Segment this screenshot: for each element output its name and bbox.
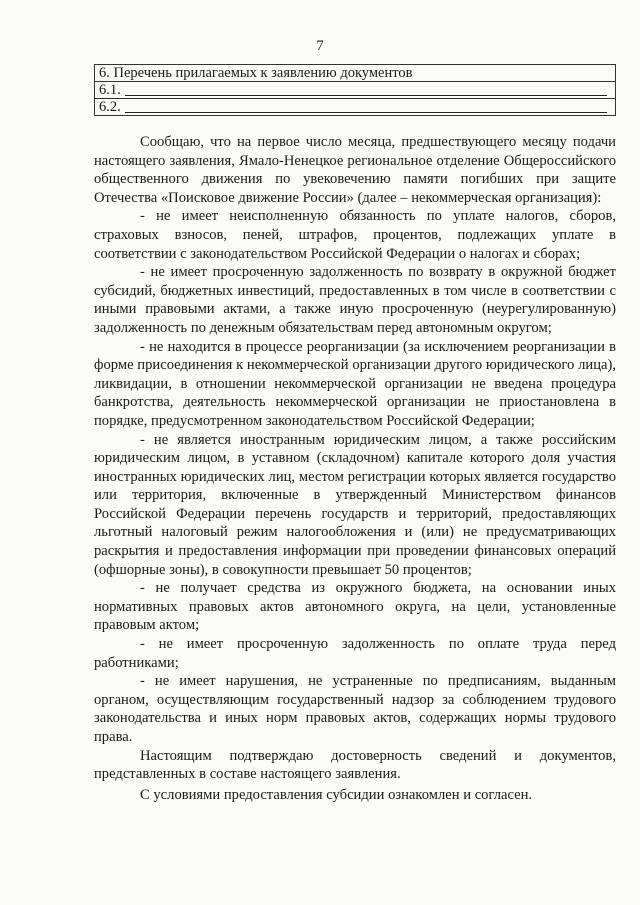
condition-paragraph: - не имеет просроченную задолженность по оплате труда перед работниками; [94,636,616,671]
condition-paragraph: - не имеет нарушения, не устраненные по предписаниям, выданным органом, осуществляющим государственный надзор за соблюдением трудового законодательства и иных норм правовых актов, содержащих нормы трудового права. [94,673,616,745]
item-number: 6.1. [99,82,121,98]
document-body [94,133,616,804]
table-row [95,99,615,115]
table-row [95,82,615,99]
condition-paragraph: - не имеет неисполненную обязанность по уплате налогов, сборов, страховых взносов, пеней, штрафов, процентов, подлежащих уплате в соответствии с законодательством Российской Федерации о налогах и сборах; [94,208,616,262]
condition-paragraph: - не находится в процессе реорганизации (за исключением реорганизации в форме присоединения к некоммерческой организации другого юридического лица), ликвидации, в отношении некоммерческой организации не введена процедура банкротства, деятельность некоммерческой организации не приостановлена в порядке, предусмотренном законодательством Российской Федерации; [94,338,616,429]
confirmation-paragraph: Настоящим подтверждаю достоверность сведений и документов, представленных в составе настоящего заявления. [94,747,616,783]
condition-paragraph: - не является иностранным юридическим лицом, а также российским юридическим лицом, в уставном (складочном) капитале которого доля участия иностранных юридических лиц, местом регистрации которых является государство или территория, включенные в утвержденный Министерством финансов Российской Федерации перечень государств и территорий, предоставляющих льготный налоговый режим налогообложения и (или) не предусматривающих раскрытия и предоставления информации при проведении финансовых операций (офшорные зоны), в совокупности превышает 50 процентов; [94,431,616,578]
attached-documents-table [94,64,616,116]
table-header: 6. Перечень прилагаемых к заявлению документов [99,65,413,81]
intro-paragraph: Сообщаю, что на первое число месяца, предшествующего месяцу подачи настоящего заявления, Ямало-Ненецкое региональное отделение Общероссийского общественного движения по увековечению памяти погибших при защите Отечества «Поисковое движение России» (далее – некоммерческая организация): [94,134,616,206]
agreement-paragraph: С условиями предоставления субсидии ознакомлен и согласен. [140,786,533,803]
blank-line [125,111,607,113]
condition-paragraph: - не получает средства из окружного бюджета, на основании иных нормативных правовых актов автономного округа, на цели, установленные правовым актом; [94,580,616,634]
condition-paragraph: - не имеет просроченную задолженность по возврату в окружной бюджет субсидий, бюджетных инвестиций, предоставленных в том числе в соответствии с иными правовыми актами, а также иную просроченную (неурегулированную) задолженность по денежным обязательствам перед автономным округом; [94,264,616,336]
blank-line [125,94,607,96]
item-number: 6.2. [99,99,121,115]
page-number: 7 [316,38,324,54]
table-header-row [95,65,615,82]
